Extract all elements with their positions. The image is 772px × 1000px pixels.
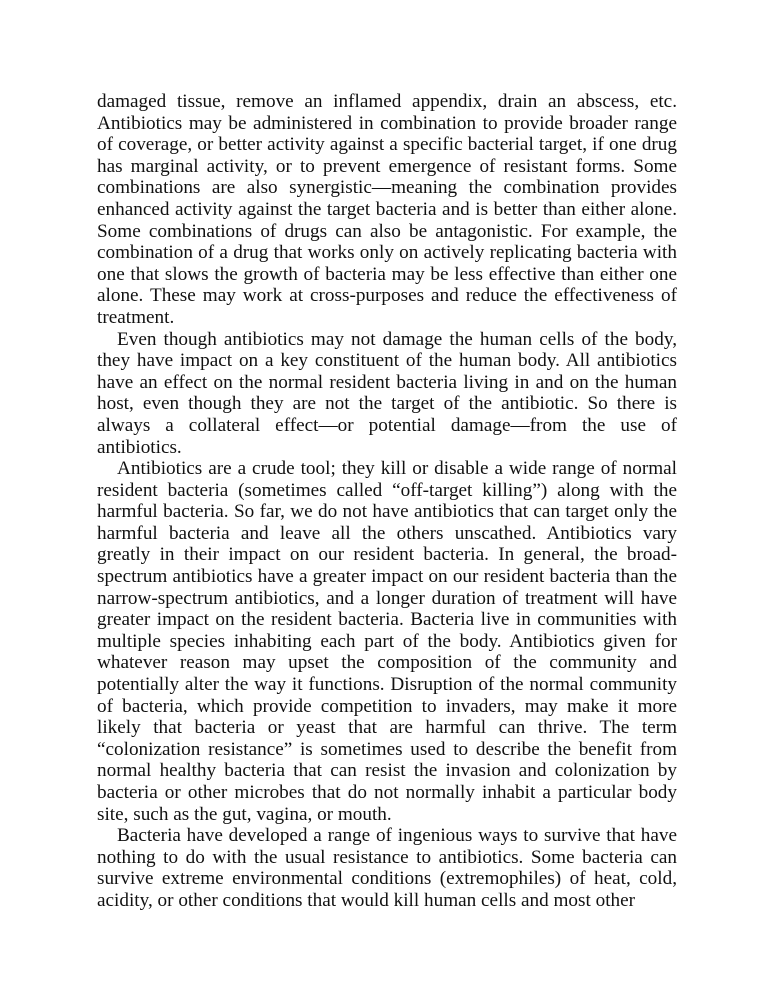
paragraph-crude-tool: Antibiotics are a crude tool; they kill or disable a wide range of normal resident bacteria (sometimes called “off-target killing”) along with the harmful bacteria. So far, we do not have antibiotics that can target only the harmful bacteria and leave all the others unscathed. Antibiotics vary greatly in their impact on our resident bacteria. In general, the broad-spectrum antibiotics have a greater impact on our resident bacteria than the narrow-spectrum antibiotics, and a longer duration of treatment will have greater impact on the resident bacteria. Bacteria live in communities with multiple species inhabiting each part of the body. Antibiotics given for whatever reason may upset the composition of the community and potentially alter the way it functions. Disruption of the normal community of bacteria, which provide competition to invaders, may make it more likely that bacteria or yeast that are harmful can thrive. The term “colonization resistance” is sometimes used to describe the benefit from normal healthy bacteria that can resist the invasion and colonization by bacteria or other microbes that do not normally inhabit a particular body site, such as the gut, vagina, or mouth.	[97, 458, 677, 825]
paragraph-survival-strategies: Bacteria have developed a range of ingenious ways to survive that have nothing to do with the usual resistance to antibiotics. Some bacteria can survive extreme environmental conditions (extremophiles) of heat, cold, acidity, or other conditions that would kill human cells and most other	[97, 825, 677, 911]
paragraph-collateral-effect: Even though antibiotics may not damage the human cells of the body, they have impact on a key constituent of the human body. All antibiotics have an effect on the normal resident bacteria living in and on the human host, even though they are not the target of the antibiotic. So there is always a collateral effect—or potential damage—from the use of antibiotics.	[97, 328, 677, 458]
document-page	[97, 91, 677, 912]
paragraph-continued: damaged tissue, remove an inflamed appendix, drain an abscess, etc. Antibiotics may be administered in combination to provide broader range of coverage, or better activity against a specific bacterial target, if one drug has marginal activity, or to prevent emergence of resistant forms. Some combinations are also synergistic—meaning the combination provides enhanced activity against the target bacteria and is better than either alone. Some combinations of drugs can also be antagonistic. For example, the combination of a drug that works only on actively replicating bacteria with one that slows the growth of bacteria may be less effective than either one alone. These may work at cross-purposes and reduce the effectiveness of treatment.	[97, 91, 677, 328]
